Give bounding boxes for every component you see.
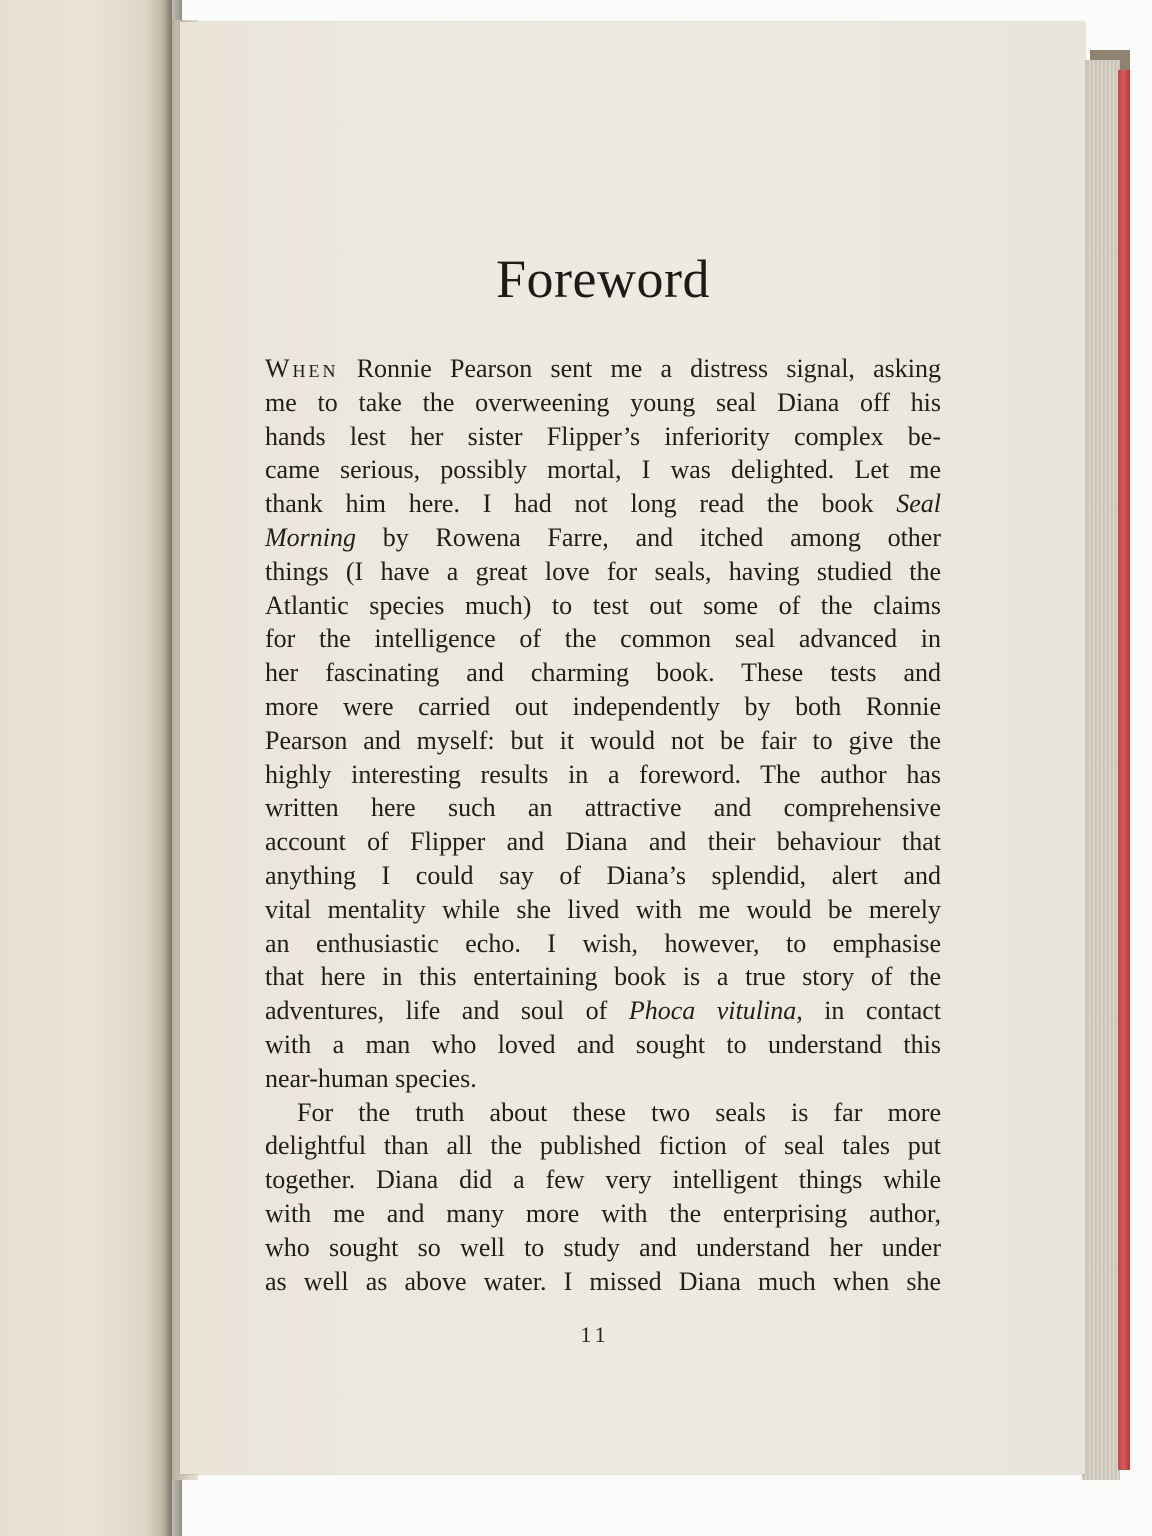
- page-title: Foreword: [496, 249, 710, 309]
- text-line: Atlantic species much) to test out some of the claims: [265, 590, 941, 620]
- text-line: as well as above water. I missed Diana much when she: [265, 1266, 941, 1296]
- text-line: who sought so well to study and understand her under: [265, 1232, 941, 1262]
- text-line: near-human species.: [265, 1063, 477, 1093]
- text-line: hands lest her sister Flipper’s inferiority complex be-: [265, 421, 941, 451]
- left-page: [0, 0, 172, 1536]
- text-line: delightful than all the published fiction of seal tales put: [265, 1131, 941, 1161]
- text-line: an enthusiastic echo. I wish, however, to emphasise: [265, 928, 941, 958]
- text-line: together. Diana did a few very intelligent things while: [265, 1165, 941, 1195]
- lead-smallcaps: HEN: [292, 361, 339, 381]
- page-stack-edge: [1082, 60, 1120, 1480]
- text-line: adventures, life and soul of Phoca vitulina, in contact: [265, 996, 942, 1026]
- text-line: account of Flipper and Diana and their behaviour that: [265, 827, 941, 857]
- text-line: came serious, possibly mortal, I was delighted. Let me: [265, 455, 941, 485]
- text-line: For the truth about these two seals is far more: [297, 1097, 941, 1127]
- text-line: Morning by Rowena Farre, and itched among other: [265, 522, 942, 552]
- text-line: that here in this entertaining book is a true story of the: [265, 962, 941, 992]
- text-line: written here such an attractive and comprehensive: [265, 793, 941, 823]
- italic-species: Phoca vitulina: [628, 996, 797, 1026]
- body-text: [265, 352, 941, 1298]
- text-line: with a man who loved and sought to understand this: [265, 1029, 941, 1059]
- italic-title: Morning: [265, 522, 356, 552]
- text-line: things (I have a great love for seals, having studied the: [265, 556, 941, 586]
- text-line: her fascinating and charming book. These tests and: [265, 658, 941, 688]
- text-line: vital mentality while she lived with me would be merely: [265, 894, 941, 924]
- text-line: thank him here. I had not long read the book Seal: [265, 489, 941, 519]
- text-line: anything I could say of Diana’s splendid, alert and: [265, 860, 941, 890]
- text-line: Pearson and myself: but it would not be fair to give the: [265, 725, 941, 755]
- red-cover-edge: [1118, 70, 1130, 1470]
- text-line: me to take the overweening young seal Diana off his: [265, 387, 941, 417]
- lead-initial: W: [265, 354, 293, 383]
- text-line: for the intelligence of the common seal advanced in: [265, 624, 941, 654]
- text-line: more were carried out independently by both Ronnie: [265, 691, 941, 721]
- text-line: with me and many more with the enterprising author,: [265, 1198, 941, 1228]
- text-line: WHEN Ronnie Pearson sent me a distress signal, asking: [265, 354, 941, 383]
- italic-title: Seal: [896, 489, 941, 519]
- text-line: highly interesting results in a foreword. The author has: [265, 759, 941, 789]
- page-number: 11: [580, 1322, 610, 1347]
